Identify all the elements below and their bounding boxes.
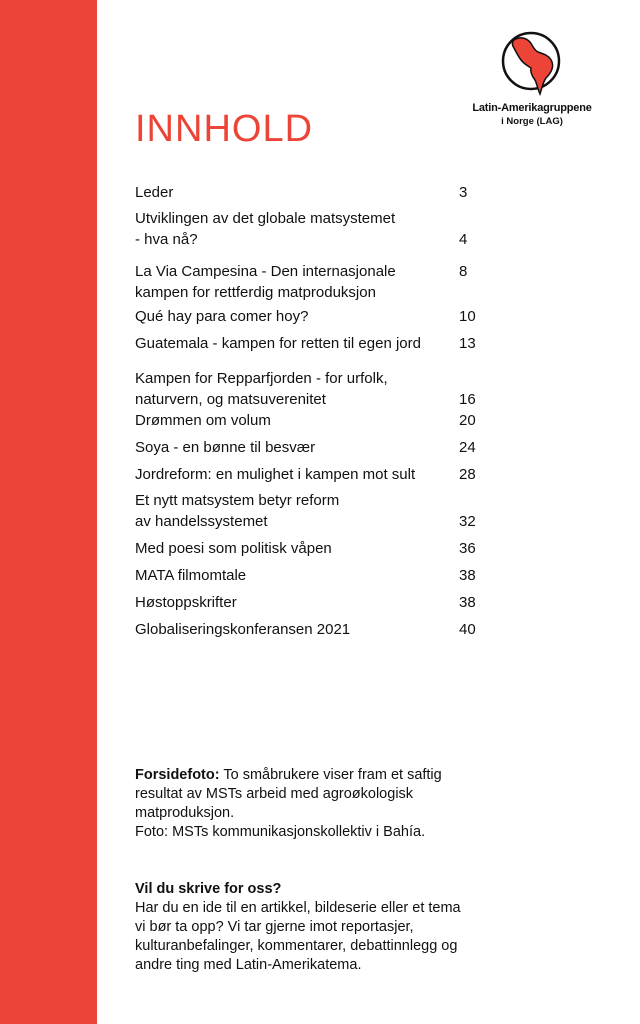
write-for-us-heading: Vil du skrive for oss?	[135, 881, 282, 897]
toc-entry-page: 40	[459, 621, 476, 638]
toc-entry-page: 36	[459, 540, 476, 557]
toc-entry-page: 4	[459, 231, 468, 248]
toc-entry-page: 20	[459, 412, 476, 429]
toc-entry-page: 13	[459, 335, 476, 352]
toc-entry-title: Kampen for Repparfjorden - for urfolk, naturvern, og matsuverenitet	[135, 370, 388, 408]
toc-entry-title: Med poesi som politisk våpen	[135, 540, 332, 557]
toc-entry-title: Jordreform: en mulighet i kampen mot sult	[135, 466, 416, 483]
toc-entry-title: MATA filmomtale	[135, 567, 247, 584]
toc-entry-page: 3	[459, 184, 468, 201]
write-for-us	[135, 880, 475, 975]
toc-entry-title: Qué hay para comer hoy?	[135, 308, 309, 325]
toc-entry-title: Drømmen om volum	[135, 412, 271, 429]
toc-entry-title: Leder	[135, 184, 174, 201]
globe-latin-america-icon	[500, 30, 562, 96]
logo-subname: i Norge (LAG)	[501, 116, 563, 127]
toc-entry-page: 8	[459, 263, 468, 280]
page-title: INNHOLD	[135, 108, 314, 150]
toc-entry-page: 10	[459, 308, 476, 325]
cover-photo-credit: Foto: MSTs kommunikasjonskollektiv i Bahía.	[135, 824, 426, 840]
cover-photo-info	[135, 766, 475, 842]
toc-entry-title: La Via Campesina - Den internasjonale kampen for rettferdig matproduksjon	[135, 263, 396, 301]
toc-entry-title: Guatemala - kampen for retten til egen jord	[135, 335, 421, 352]
toc-entry-title: Globaliseringskonferansen 2021	[135, 621, 351, 638]
logo-name: Latin-Amerikagruppene	[472, 102, 592, 114]
toc-entry-title: Soya - en bønne til besvær	[135, 439, 316, 456]
lag-logo	[462, 30, 602, 140]
toc-entry-page: 32	[459, 513, 476, 530]
side-color-band	[0, 0, 97, 1024]
toc-entry-page: 38	[459, 567, 476, 584]
toc-entry-page: 16	[459, 391, 476, 408]
toc-entry-title: Et nytt matsystem betyr reform av handelssystemet	[135, 492, 340, 530]
toc-entry-page: 38	[459, 594, 476, 611]
toc-entry-title: Utviklingen av det globale matsystemet - hva nå?	[135, 210, 396, 248]
cover-photo-label: Forsidefoto:	[135, 767, 220, 783]
cover-photo-text: To småbrukere viser fram et saftig resultat av MSTs arbeid med agroøkologisk matproduksjon.	[135, 767, 442, 821]
toc-entry-page: 28	[459, 466, 476, 483]
write-for-us-text: Har du en ide til en artikkel, bildeserie eller et tema vi bør ta opp? Vi tar gjerne imot reportasjer, kulturanbefalinger, kommentarer, debattinnlegg og andre ting med Latin-Amerikatema.	[135, 900, 461, 973]
toc-entry-title: Høstoppskrifter	[135, 594, 237, 611]
toc-entry-page: 24	[459, 439, 476, 456]
